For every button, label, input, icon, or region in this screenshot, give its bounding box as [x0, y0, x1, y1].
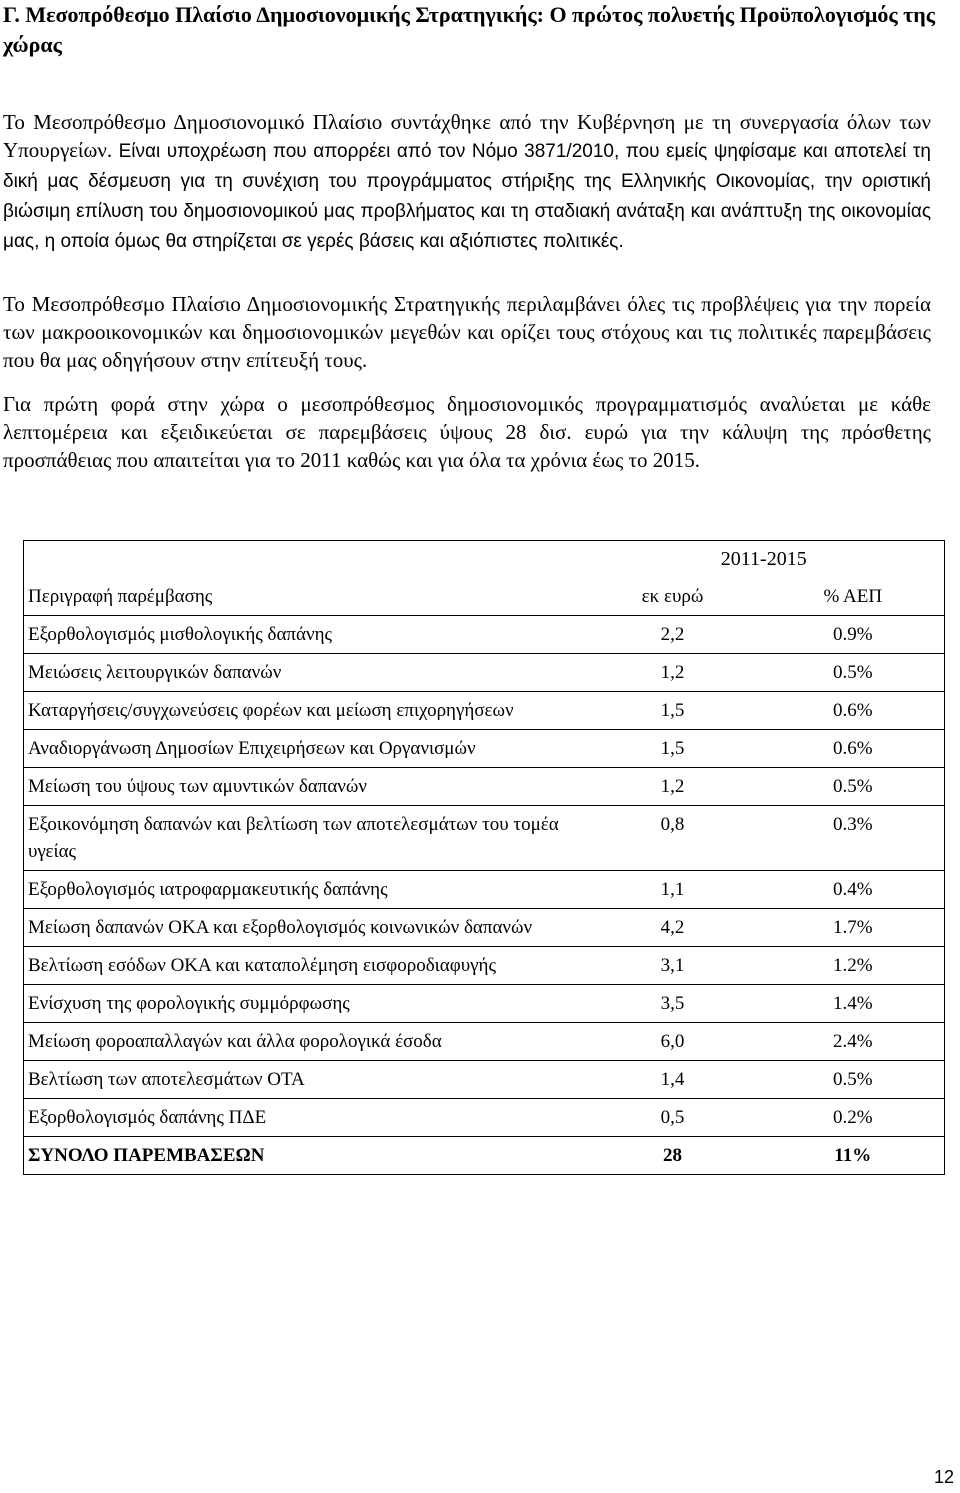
- table-row: [24, 730, 945, 768]
- table-header-period-row: [24, 541, 945, 579]
- row-eur-value: 6,0: [584, 1023, 762, 1061]
- row-gdp-percent: 0.3%: [762, 806, 945, 871]
- row-eur-value: 0,5: [584, 1099, 762, 1137]
- row-eur-value: 1,5: [584, 730, 762, 768]
- row-description: Μείωση φοροαπαλλαγών και άλλα φορολογικά έσοδα: [24, 1023, 584, 1061]
- paragraph-1-sans: Είναι υποχρέωση που απορρέει από τον Νόμο 3871/2010, που εμείς ψηφίσαμε και αποτελεί τη δική μας δέσμευση για τη συνέχιση του προγράμματος στήριξης της Ελληνικής Οικονομίας, την οριστική βιώσιμη επίλυση του δημοσιονομικού μας προβλήματος και τη σταδιακή ανάταξη και ανάπτυξη της οικονομίας μας, η οποία όμως θα στηρίζεται σε γερές βάσεις και αξιόπιστες πολιτικές.: [3, 141, 931, 252]
- table-row: [24, 947, 945, 985]
- table-header-description: Περιγραφή παρέμβασης: [24, 578, 584, 616]
- row-description: Εξορθολογισμός μισθολογικής δαπάνης: [24, 616, 584, 654]
- row-eur-value: 4,2: [584, 909, 762, 947]
- table-row: [24, 654, 945, 692]
- table-row: [24, 909, 945, 947]
- table-row: [24, 1099, 945, 1137]
- row-description: ΣΥΝΟΛΟ ΠΑΡΕΜΒΑΣΕΩΝ: [24, 1137, 584, 1175]
- row-description: Εξοικονόμηση δαπανών και βελτίωση των αποτελεσμάτων του τομέα υγείας: [24, 806, 584, 871]
- row-gdp-percent: 0.9%: [762, 616, 945, 654]
- paragraph-1: [3, 108, 931, 256]
- row-eur-value: 1,4: [584, 1061, 762, 1099]
- row-eur-value: 0,8: [584, 806, 762, 871]
- section-title: Γ. Μεσοπρόθεσμο Πλαίσιο Δημοσιονομικής Στρατηγικής: Ο πρώτος πολυετής Προϋπολογισμός της χώρας: [3, 2, 936, 57]
- row-gdp-percent: 1.7%: [762, 909, 945, 947]
- row-description: Εξορθολογισμός ιατροφαρμακευτικής δαπάνης: [24, 871, 584, 909]
- row-gdp-percent: 0.5%: [762, 654, 945, 692]
- row-gdp-percent: 0.5%: [762, 1061, 945, 1099]
- table-row: [24, 1061, 945, 1099]
- paragraph-2: Το Μεσοπρόθεσμο Πλαίσιο Δημοσιονομικής Στρατηγικής περιλαμβάνει όλες τις προβλέψεις για την πορεία των μακροοικονομικών και δημοσιονομικών μεγεθών και ορίζει τους στόχους και τις πολιτικές παρεμβάσεις που θα μας οδηγήσουν στην επίτευξή τους.: [3, 292, 931, 372]
- row-gdp-percent: 0.4%: [762, 871, 945, 909]
- table-row: [24, 871, 945, 909]
- row-description: Μειώσεις λειτουργικών δαπανών: [24, 654, 584, 692]
- measures-table: [23, 540, 945, 1175]
- table-total-row: [24, 1137, 945, 1175]
- table-header-period: 2011-2015: [584, 541, 945, 579]
- row-eur-value: 28: [584, 1137, 762, 1175]
- table-header-row: [24, 578, 945, 616]
- table-header-empty: [24, 541, 584, 579]
- row-gdp-percent: 0.2%: [762, 1099, 945, 1137]
- row-description: Καταργήσεις/συγχωνεύσεις φορέων και μείωση επιχορηγήσεων: [24, 692, 584, 730]
- row-gdp-percent: 2.4%: [762, 1023, 945, 1061]
- row-description: Μείωση του ύψους των αμυντικών δαπανών: [24, 768, 584, 806]
- table-row: [24, 692, 945, 730]
- table-header-eur: εκ ευρώ: [584, 578, 762, 616]
- row-gdp-percent: 0.6%: [762, 730, 945, 768]
- row-eur-value: 1,2: [584, 768, 762, 806]
- row-description: Ενίσχυση της φορολογικής συμμόρφωσης: [24, 985, 584, 1023]
- table-row: [24, 1023, 945, 1061]
- row-eur-value: 3,1: [584, 947, 762, 985]
- table-row: [24, 616, 945, 654]
- row-eur-value: 1,2: [584, 654, 762, 692]
- row-gdp-percent: 1.2%: [762, 947, 945, 985]
- row-eur-value: 2,2: [584, 616, 762, 654]
- row-description: Βελτίωση εσόδων ΟΚΑ και καταπολέμηση εισφοροδιαφυγής: [24, 947, 584, 985]
- row-gdp-percent: 0.5%: [762, 768, 945, 806]
- row-description: Εξορθολογισμός δαπάνης ΠΔΕ: [24, 1099, 584, 1137]
- row-gdp-percent: 11%: [762, 1137, 945, 1175]
- row-description: Βελτίωση των αποτελεσμάτων ΟΤΑ: [24, 1061, 584, 1099]
- paragraph-3: Για πρώτη φορά στην χώρα ο μεσοπρόθεσμος δημοσιονομικός προγραμματισμός αναλύεται με κάθε λεπτομέρεια και εξειδικεύεται σε παρεμβάσεις ύψους 28 δισ. ευρώ για την κάλυψη της πρόσθετης προσπάθειας που απαιτείται για το 2011 καθώς και για όλα τα χρόνια έως το 2015.: [3, 392, 931, 472]
- row-gdp-percent: 1.4%: [762, 985, 945, 1023]
- paragraph-1-serif: Το Μεσοπρόθεσμο Δημοσιονομικό Πλαίσιο συντάχθηκε από την Κυβέρνηση με τη συνεργασία όλων των Υπουργείων.: [3, 110, 931, 162]
- table-row: [24, 985, 945, 1023]
- row-description: Αναδιοργάνωση Δημοσίων Επιχειρήσεων και Οργανισμών: [24, 730, 584, 768]
- page-number: 12: [933, 1467, 954, 1487]
- table-header-gdp: % ΑΕΠ: [762, 578, 945, 616]
- row-eur-value: 1,5: [584, 692, 762, 730]
- row-eur-value: 1,1: [584, 871, 762, 909]
- table-row: [24, 768, 945, 806]
- table-row: [24, 806, 945, 871]
- row-eur-value: 3,5: [584, 985, 762, 1023]
- row-description: Μείωση δαπανών ΟΚΑ και εξορθολογισμός κοινωνικών δαπανών: [24, 909, 584, 947]
- row-gdp-percent: 0.6%: [762, 692, 945, 730]
